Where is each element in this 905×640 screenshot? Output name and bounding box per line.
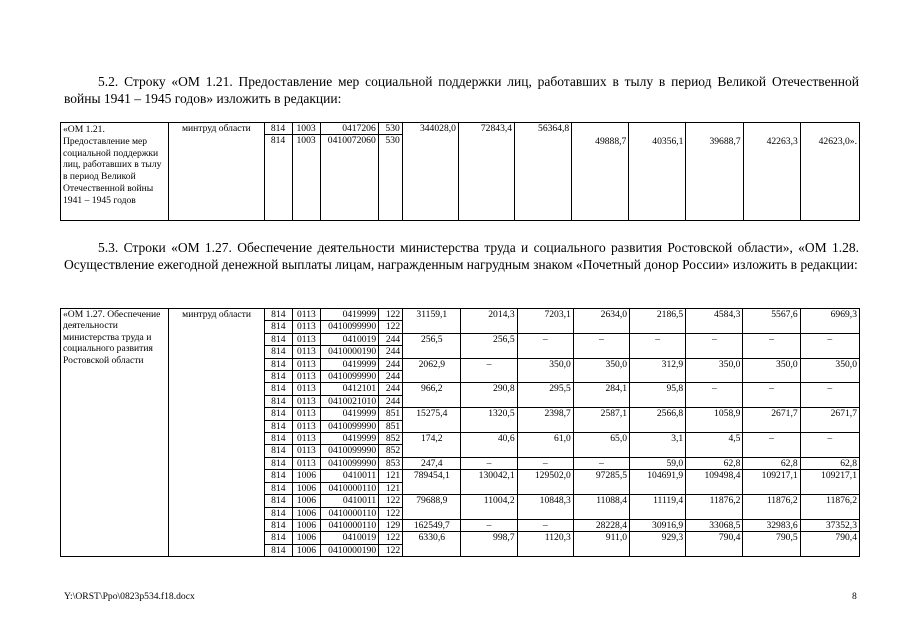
value-cell: 1058,9: [686, 408, 743, 433]
code-grbs: 814: [264, 519, 292, 531]
value-cell: 31159,1: [403, 309, 461, 334]
value-cell: 40,6: [461, 433, 517, 458]
code-vr: 129: [379, 519, 403, 531]
value-cell: 1320,5: [461, 408, 517, 433]
code-rzpr: 0113: [292, 346, 320, 358]
code-csr: 0410011: [320, 495, 378, 507]
value-cell: –: [743, 433, 800, 458]
code-csr: 0410019: [320, 532, 378, 544]
code-vr: 851: [379, 408, 403, 420]
value-cell: –: [461, 358, 517, 383]
code-csr: 0419999: [320, 358, 378, 370]
value-cell: –: [461, 457, 517, 469]
code-vr: 121: [379, 482, 403, 494]
value-cell: 247,4: [403, 457, 461, 469]
code-vr: 122: [379, 544, 403, 556]
code-csr: 0410000190: [320, 346, 378, 358]
code-grbs: 814: [264, 544, 292, 556]
code-csr: 0410099990: [320, 420, 378, 432]
code-csr: 0410011: [320, 470, 378, 482]
code-csr: 0410000110: [320, 519, 378, 531]
code-rzpr: 0113: [292, 457, 320, 469]
value-cell: 129502,0: [517, 470, 573, 495]
value-cell: 40356,1: [629, 123, 686, 221]
value-cell: –: [573, 333, 629, 358]
value-cell: 42263,3: [743, 123, 800, 221]
code-grbs: 814: [264, 371, 292, 383]
code-grbs: 814: [264, 309, 292, 321]
value-cell: –: [517, 457, 573, 469]
value-cell: 95,8: [630, 383, 686, 408]
code-csr: 0410019: [320, 333, 378, 345]
code-vr: 244: [379, 395, 403, 407]
table-row: [61, 309, 860, 321]
code-csr: 0419999: [320, 408, 378, 420]
code-grbs: 814: [264, 457, 292, 469]
paragraph-5-3: 5.3. Строки «ОМ 1.27. Обеспечение деятельности министерства труда и социального развития Ростовской области», «ОМ 1.28. Осуществление ежегодной денежной выплаты лицам, награжденным нагрудным знаком «Почетный донор России» изложить в редакции:: [64, 240, 859, 272]
value-cell: 56364,8: [515, 123, 572, 221]
code-csr: 0410099990: [320, 457, 378, 469]
value-cell: 30916,9: [630, 519, 686, 531]
value-cell: 350,0: [800, 358, 859, 383]
code-csr: 0417206: [320, 123, 378, 135]
code-rzpr: 1006: [292, 544, 320, 556]
code-csr: 0410099990: [320, 371, 378, 383]
value-cell: 130042,1: [461, 470, 517, 495]
value-cell: 104691,9: [630, 470, 686, 495]
value-cell: 256,5: [403, 333, 461, 358]
value-cell: 11088,4: [573, 495, 629, 520]
code-csr: 0410021010: [320, 395, 378, 407]
code-rzpr: 1006: [292, 532, 320, 544]
code-grbs: 814: [264, 358, 292, 370]
code-csr: 0410072060: [320, 135, 378, 221]
value-cell: –: [800, 333, 859, 358]
value-cell: 79688,9: [403, 495, 461, 520]
value-cell: 1120,3: [517, 532, 573, 557]
page-number: 8: [852, 591, 857, 602]
code-vr: 244: [379, 333, 403, 345]
code-rzpr: 1006: [292, 495, 320, 507]
value-cell: 109217,1: [743, 470, 800, 495]
value-cell: –: [800, 383, 859, 408]
value-cell: 6330,6: [403, 532, 461, 557]
code-rzpr: 0113: [292, 408, 320, 420]
value-cell: 2671,7: [743, 408, 800, 433]
code-grbs: 814: [264, 321, 292, 333]
code-csr: 0419999: [320, 433, 378, 445]
code-grbs: 814: [264, 445, 292, 457]
value-cell: 350,0: [743, 358, 800, 383]
value-cell: 2014,3: [461, 309, 517, 334]
value-cell: 2186,5: [630, 309, 686, 334]
value-cell: 911,0: [573, 532, 629, 557]
code-grbs: 814: [264, 470, 292, 482]
value-cell: 11876,2: [743, 495, 800, 520]
value-cell: –: [630, 333, 686, 358]
code-rzpr: 1006: [292, 482, 320, 494]
value-cell: 2062,9: [403, 358, 461, 383]
code-grbs: 814: [264, 383, 292, 395]
measure-name-cell: «ОМ 1.27. Обеспечение деятельности министерства труда и социального развития Ростовской области: [61, 309, 169, 557]
code-csr: 0410000190: [320, 544, 378, 556]
code-csr: 0410000110: [320, 482, 378, 494]
value-cell: 62,8: [686, 457, 743, 469]
code-rzpr: 0113: [292, 309, 320, 321]
value-cell: 929,3: [630, 532, 686, 557]
code-vr: 122: [379, 309, 403, 321]
code-csr: 0410000110: [320, 507, 378, 519]
value-cell: –: [517, 333, 573, 358]
code-vr: 121: [379, 470, 403, 482]
value-cell: –: [743, 383, 800, 408]
code-vr: 122: [379, 321, 403, 333]
code-vr: 530: [378, 135, 402, 221]
value-cell: 2587,1: [573, 408, 629, 433]
code-csr: 0410099990: [320, 445, 378, 457]
value-cell: 62,8: [743, 457, 800, 469]
value-cell: –: [800, 433, 859, 458]
code-grbs: 814: [264, 135, 292, 221]
value-cell: –: [686, 333, 743, 358]
code-vr: 122: [379, 532, 403, 544]
value-cell: –: [686, 383, 743, 408]
value-cell: 350,0: [573, 358, 629, 383]
code-rzpr: 1006: [292, 519, 320, 531]
value-cell: 2671,7: [800, 408, 859, 433]
value-cell: 256,5: [461, 333, 517, 358]
code-grbs: 814: [264, 507, 292, 519]
responsible-org-cell: минтруд области: [169, 123, 264, 221]
value-cell: 10848,3: [517, 495, 573, 520]
value-cell: 15275,4: [403, 408, 461, 433]
value-cell: 42623,0».: [800, 123, 859, 221]
value-cell: 350,0: [517, 358, 573, 383]
value-cell: 37352,3: [800, 519, 859, 531]
code-vr: 853: [379, 457, 403, 469]
value-cell: 790,5: [743, 532, 800, 557]
value-cell: 290,8: [461, 383, 517, 408]
value-cell: 2398,7: [517, 408, 573, 433]
value-cell: 11876,2: [686, 495, 743, 520]
code-rzpr: 0113: [292, 358, 320, 370]
code-csr: 0412101: [320, 383, 378, 395]
value-cell: 11004,2: [461, 495, 517, 520]
value-cell: 109498,4: [686, 470, 743, 495]
code-vr: 530: [378, 123, 402, 135]
code-vr: 244: [379, 358, 403, 370]
value-cell: 32983,6: [743, 519, 800, 531]
value-cell: 790,4: [686, 532, 743, 557]
value-cell: 72843,4: [458, 123, 514, 221]
code-vr: 852: [379, 433, 403, 445]
value-cell: 39688,7: [686, 123, 743, 221]
value-cell: 33068,5: [686, 519, 743, 531]
value-cell: 295,5: [517, 383, 573, 408]
value-cell: 6969,3: [800, 309, 859, 334]
table-row: [61, 123, 860, 135]
value-cell: 312,9: [630, 358, 686, 383]
value-cell: 97285,5: [573, 470, 629, 495]
code-rzpr: 0113: [292, 395, 320, 407]
value-cell: 59,0: [630, 457, 686, 469]
code-csr: 0419999: [320, 309, 378, 321]
code-rzpr: 0113: [292, 321, 320, 333]
code-vr: 122: [379, 495, 403, 507]
code-grbs: 814: [264, 532, 292, 544]
value-cell: 49888,7: [572, 123, 629, 221]
value-cell: 790,4: [800, 532, 859, 557]
code-grbs: 814: [264, 495, 292, 507]
code-rzpr: 1006: [292, 470, 320, 482]
value-cell: 789454,1: [403, 470, 461, 495]
value-cell: 2566,8: [630, 408, 686, 433]
value-cell: 11876,2: [800, 495, 859, 520]
code-grbs: 814: [264, 333, 292, 345]
value-cell: 65,0: [573, 433, 629, 458]
code-grbs: 814: [264, 420, 292, 432]
value-cell: –: [573, 457, 629, 469]
value-cell: 62,8: [800, 457, 859, 469]
value-cell: 3,1: [630, 433, 686, 458]
code-vr: 244: [379, 383, 403, 395]
table-om-1-21: [60, 122, 860, 221]
value-cell: 7203,1: [517, 309, 573, 334]
code-rzpr: 1003: [292, 123, 320, 135]
code-rzpr: 1006: [292, 507, 320, 519]
paragraph-5-2: 5.2. Строку «ОМ 1.21. Предоставление мер социальной поддержки лиц, работавших в тылу в период Великой Отечественной войны 1941 – 1945 годов» изложить в редакции:: [64, 74, 859, 106]
value-cell: 162549,7: [403, 519, 461, 531]
code-vr: 852: [379, 445, 403, 457]
value-cell: 5567,6: [743, 309, 800, 334]
value-cell: 344028,0: [402, 123, 458, 221]
code-vr: 244: [379, 371, 403, 383]
code-grbs: 814: [264, 346, 292, 358]
value-cell: 4,5: [686, 433, 743, 458]
value-cell: 61,0: [517, 433, 573, 458]
value-cell: –: [517, 519, 573, 531]
value-cell: 174,2: [403, 433, 461, 458]
value-cell: 966,2: [403, 383, 461, 408]
code-rzpr: 0113: [292, 371, 320, 383]
code-grbs: 814: [264, 123, 292, 135]
code-rzpr: 0113: [292, 383, 320, 395]
code-grbs: 814: [264, 433, 292, 445]
code-vr: 244: [379, 346, 403, 358]
table-om-1-27: [60, 308, 860, 557]
responsible-org-cell: минтруд области: [169, 309, 264, 557]
value-cell: 998,7: [461, 532, 517, 557]
value-cell: 284,1: [573, 383, 629, 408]
code-vr: 851: [379, 420, 403, 432]
value-cell: 4584,3: [686, 309, 743, 334]
measure-name-cell: «ОМ 1.21. Предоставление мер социальной поддержки лиц, работавших в тылу в период Великой Отечественной войны 1941 – 1945 годов: [61, 123, 169, 221]
code-rzpr: 0113: [292, 433, 320, 445]
code-vr: 122: [379, 507, 403, 519]
value-cell: –: [461, 519, 517, 531]
code-rzpr: 1003: [292, 135, 320, 221]
value-cell: –: [743, 333, 800, 358]
footer-file-path: Y:\ORST\Ppo\0823p534.f18.docx: [64, 591, 195, 602]
value-cell: 350,0: [686, 358, 743, 383]
code-grbs: 814: [264, 408, 292, 420]
value-cell: 2634,0: [573, 309, 629, 334]
code-rzpr: 0113: [292, 420, 320, 432]
code-rzpr: 0113: [292, 333, 320, 345]
code-grbs: 814: [264, 395, 292, 407]
code-grbs: 814: [264, 482, 292, 494]
code-rzpr: 0113: [292, 445, 320, 457]
value-cell: 109217,1: [800, 470, 859, 495]
code-csr: 0410099990: [320, 321, 378, 333]
value-cell: 28228,4: [573, 519, 629, 531]
value-cell: 11119,4: [630, 495, 686, 520]
